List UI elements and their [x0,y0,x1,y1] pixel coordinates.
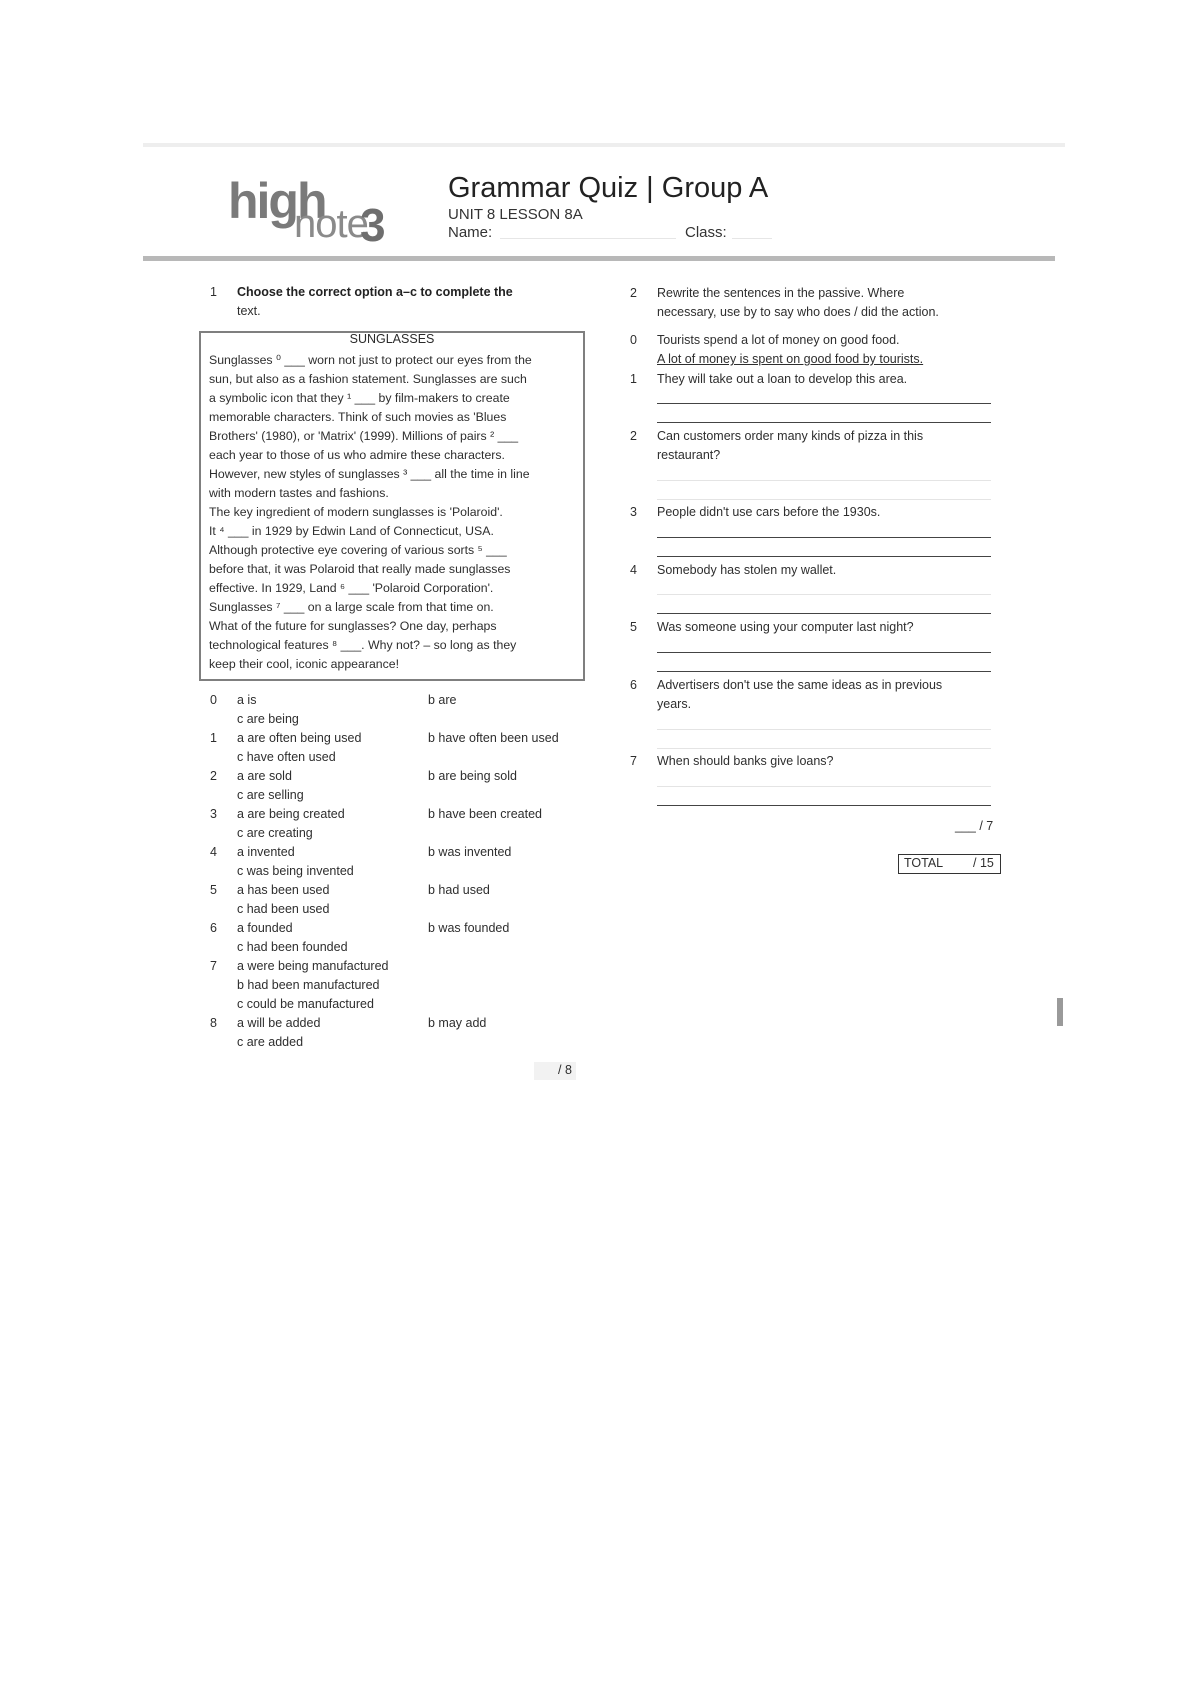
exercise1-instruction-line: Choose the correct option a–c to complete the [237,285,513,299]
passage-line: effective. In 1929, Land ⁶ ___ 'Polaroid Corporation'. [209,581,494,595]
item-sentence: Advertisers don't use the same ideas as in previous [657,678,943,692]
option-a[interactable]: a invented [237,845,295,859]
passage-line: It ⁴ ___ in 1929 by Edwin Land of Connecticut, USA. [209,524,494,538]
passage-line: before that, it was Polaroid that really made sunglasses [209,562,511,576]
answer-line[interactable] [657,422,991,423]
option-a[interactable]: a are being created [237,807,345,821]
option-number: 3 [210,807,217,821]
header-rule [143,256,1055,261]
passage-line: technological features ⁸ ___. Why not? – so long as they [209,638,517,652]
answer-line[interactable] [657,748,991,749]
exercise2-score: ___ / 7 [955,819,994,833]
name-field[interactable] [500,238,676,239]
option-b[interactable]: b was invented [428,845,512,859]
answer-line[interactable] [657,729,991,730]
scrollbar-thumb[interactable] [1057,998,1063,1026]
answer-line[interactable] [657,499,991,500]
option-b[interactable]: b may add [428,1016,487,1030]
passage-line: Although protective eye covering of various sorts ⁵ ___ [209,543,507,557]
option-a[interactable]: a were being manufactured [237,959,389,973]
item-number: 1 [630,372,637,386]
item-number: 2 [630,429,637,443]
example-answer: A lot of money is spent on good food by tourists. [657,352,924,366]
answer-line[interactable] [657,805,991,806]
passage-line: What of the future for sunglasses? One day, perhaps [209,619,497,633]
option-c[interactable]: c could be manufactured [237,997,374,1011]
exercise2-number: 2 [630,286,637,300]
answer-line[interactable] [657,786,991,787]
item-sentence: They will take out a loan to develop this area. [657,372,908,386]
unit-lesson-label: UNIT 8 LESSON 8A [448,206,583,223]
example-number: 0 [630,333,637,347]
logo-number: 3 [360,199,386,251]
total-label: TOTAL [904,856,944,870]
option-c[interactable]: c had been founded [237,940,348,954]
answer-line[interactable] [657,613,991,614]
answer-line[interactable] [657,671,991,672]
passage-line: sun, but also as a fashion statement. Sunglasses are such [209,372,527,386]
top-rule [143,143,1065,147]
item-sentence: Somebody has stolen my wallet. [657,563,837,577]
answer-line[interactable] [657,403,991,404]
option-number: 1 [210,731,217,745]
item-sentence: years. [657,697,692,711]
answer-line[interactable] [657,537,991,538]
passage-line: with modern tastes and fashions. [209,486,389,500]
passage-title: SUNGLASSES [349,332,435,346]
option-number: 0 [210,693,217,707]
option-number: 2 [210,769,217,783]
class-field[interactable] [732,238,772,239]
option-b[interactable]: b have often been used [428,731,559,745]
answer-line[interactable] [657,594,991,595]
option-c[interactable]: c are being [237,712,299,726]
answer-line[interactable] [657,556,991,557]
exercise1-number: 1 [210,285,217,299]
answer-line[interactable] [657,480,991,481]
exercise2-instruction-line: necessary, use by to say who does / did the action. [657,305,939,319]
option-number: 5 [210,883,217,897]
exercise2-instruction-line: Rewrite the sentences in the passive. Where [657,286,905,300]
passage-line: keep their cool, iconic appearance! [209,657,400,671]
item-number: 6 [630,678,637,692]
option-c[interactable]: c are selling [237,788,304,802]
option-b[interactable]: b are being sold [428,769,517,783]
item-number: 4 [630,563,637,577]
item-sentence: Can customers order many kinds of pizza in this [657,429,924,443]
option-c[interactable]: c are creating [237,826,313,840]
name-label: Name: [448,224,493,241]
option-b[interactable]: b are [428,693,457,707]
item-sentence: restaurant? [657,448,721,462]
option-c[interactable]: c had been used [237,902,330,916]
exercise1-score: / 8 [558,1063,572,1077]
total-value: / 15 [973,856,994,870]
option-a[interactable]: a are often being used [237,731,362,745]
item-sentence: Was someone using your computer last night? [657,620,914,634]
item-sentence: People didn't use cars before the 1930s. [657,505,881,519]
option-a[interactable]: a founded [237,921,293,935]
item-number: 3 [630,505,637,519]
class-label: Class: [685,224,727,241]
option-number: 8 [210,1016,217,1030]
passage-line: memorable characters. Think of such movies as 'Blues [209,410,507,424]
option-number: 6 [210,921,217,935]
option-a[interactable]: a are sold [237,769,292,783]
option-c[interactable]: c are added [237,1035,304,1049]
passage-line: a symbolic icon that they ¹ ___ by film-makers to create [209,391,510,405]
option-c[interactable]: c was being invented [237,864,354,878]
logo-note: note [294,202,368,246]
page-title: Grammar Quiz | Group A [448,172,769,204]
option-a[interactable]: a has been used [237,883,330,897]
passage-line: However, new styles of sunglasses ³ ___ all the time in line [209,467,530,481]
option-number: 4 [210,845,217,859]
item-number: 7 [630,754,637,768]
item-sentence: When should banks give loans? [657,754,834,768]
passage-line: The key ingredient of modern sunglasses is 'Polaroid'. [209,505,503,519]
option-b[interactable]: b had been manufactured [237,978,380,992]
exercise1-instruction-line: text. [237,304,261,318]
option-b[interactable]: b had used [428,883,490,897]
passage-line: Sunglasses ⁰ ___ worn not just to protect our eyes from the [209,353,532,367]
passage-line: Brothers' (1980), or 'Matrix' (1999). Millions of pairs ² ___ [209,429,519,443]
option-a[interactable]: a will be added [237,1016,321,1030]
high-note-logo [228,172,398,252]
answer-line[interactable] [657,652,991,653]
option-number: 7 [210,959,217,973]
item-number: 5 [630,620,637,634]
option-c[interactable]: c have often used [237,750,336,764]
logo-high: high [228,173,326,229]
option-b[interactable]: b was founded [428,921,510,935]
passage-line: each year to those of us who admire these characters. [209,448,505,462]
option-b[interactable]: b have been created [428,807,542,821]
example-sentence: Tourists spend a lot of money on good food. [657,333,900,347]
option-a[interactable]: a is [237,693,257,707]
passage-line: Sunglasses ⁷ ___ on a large scale from that time on. [209,600,494,614]
